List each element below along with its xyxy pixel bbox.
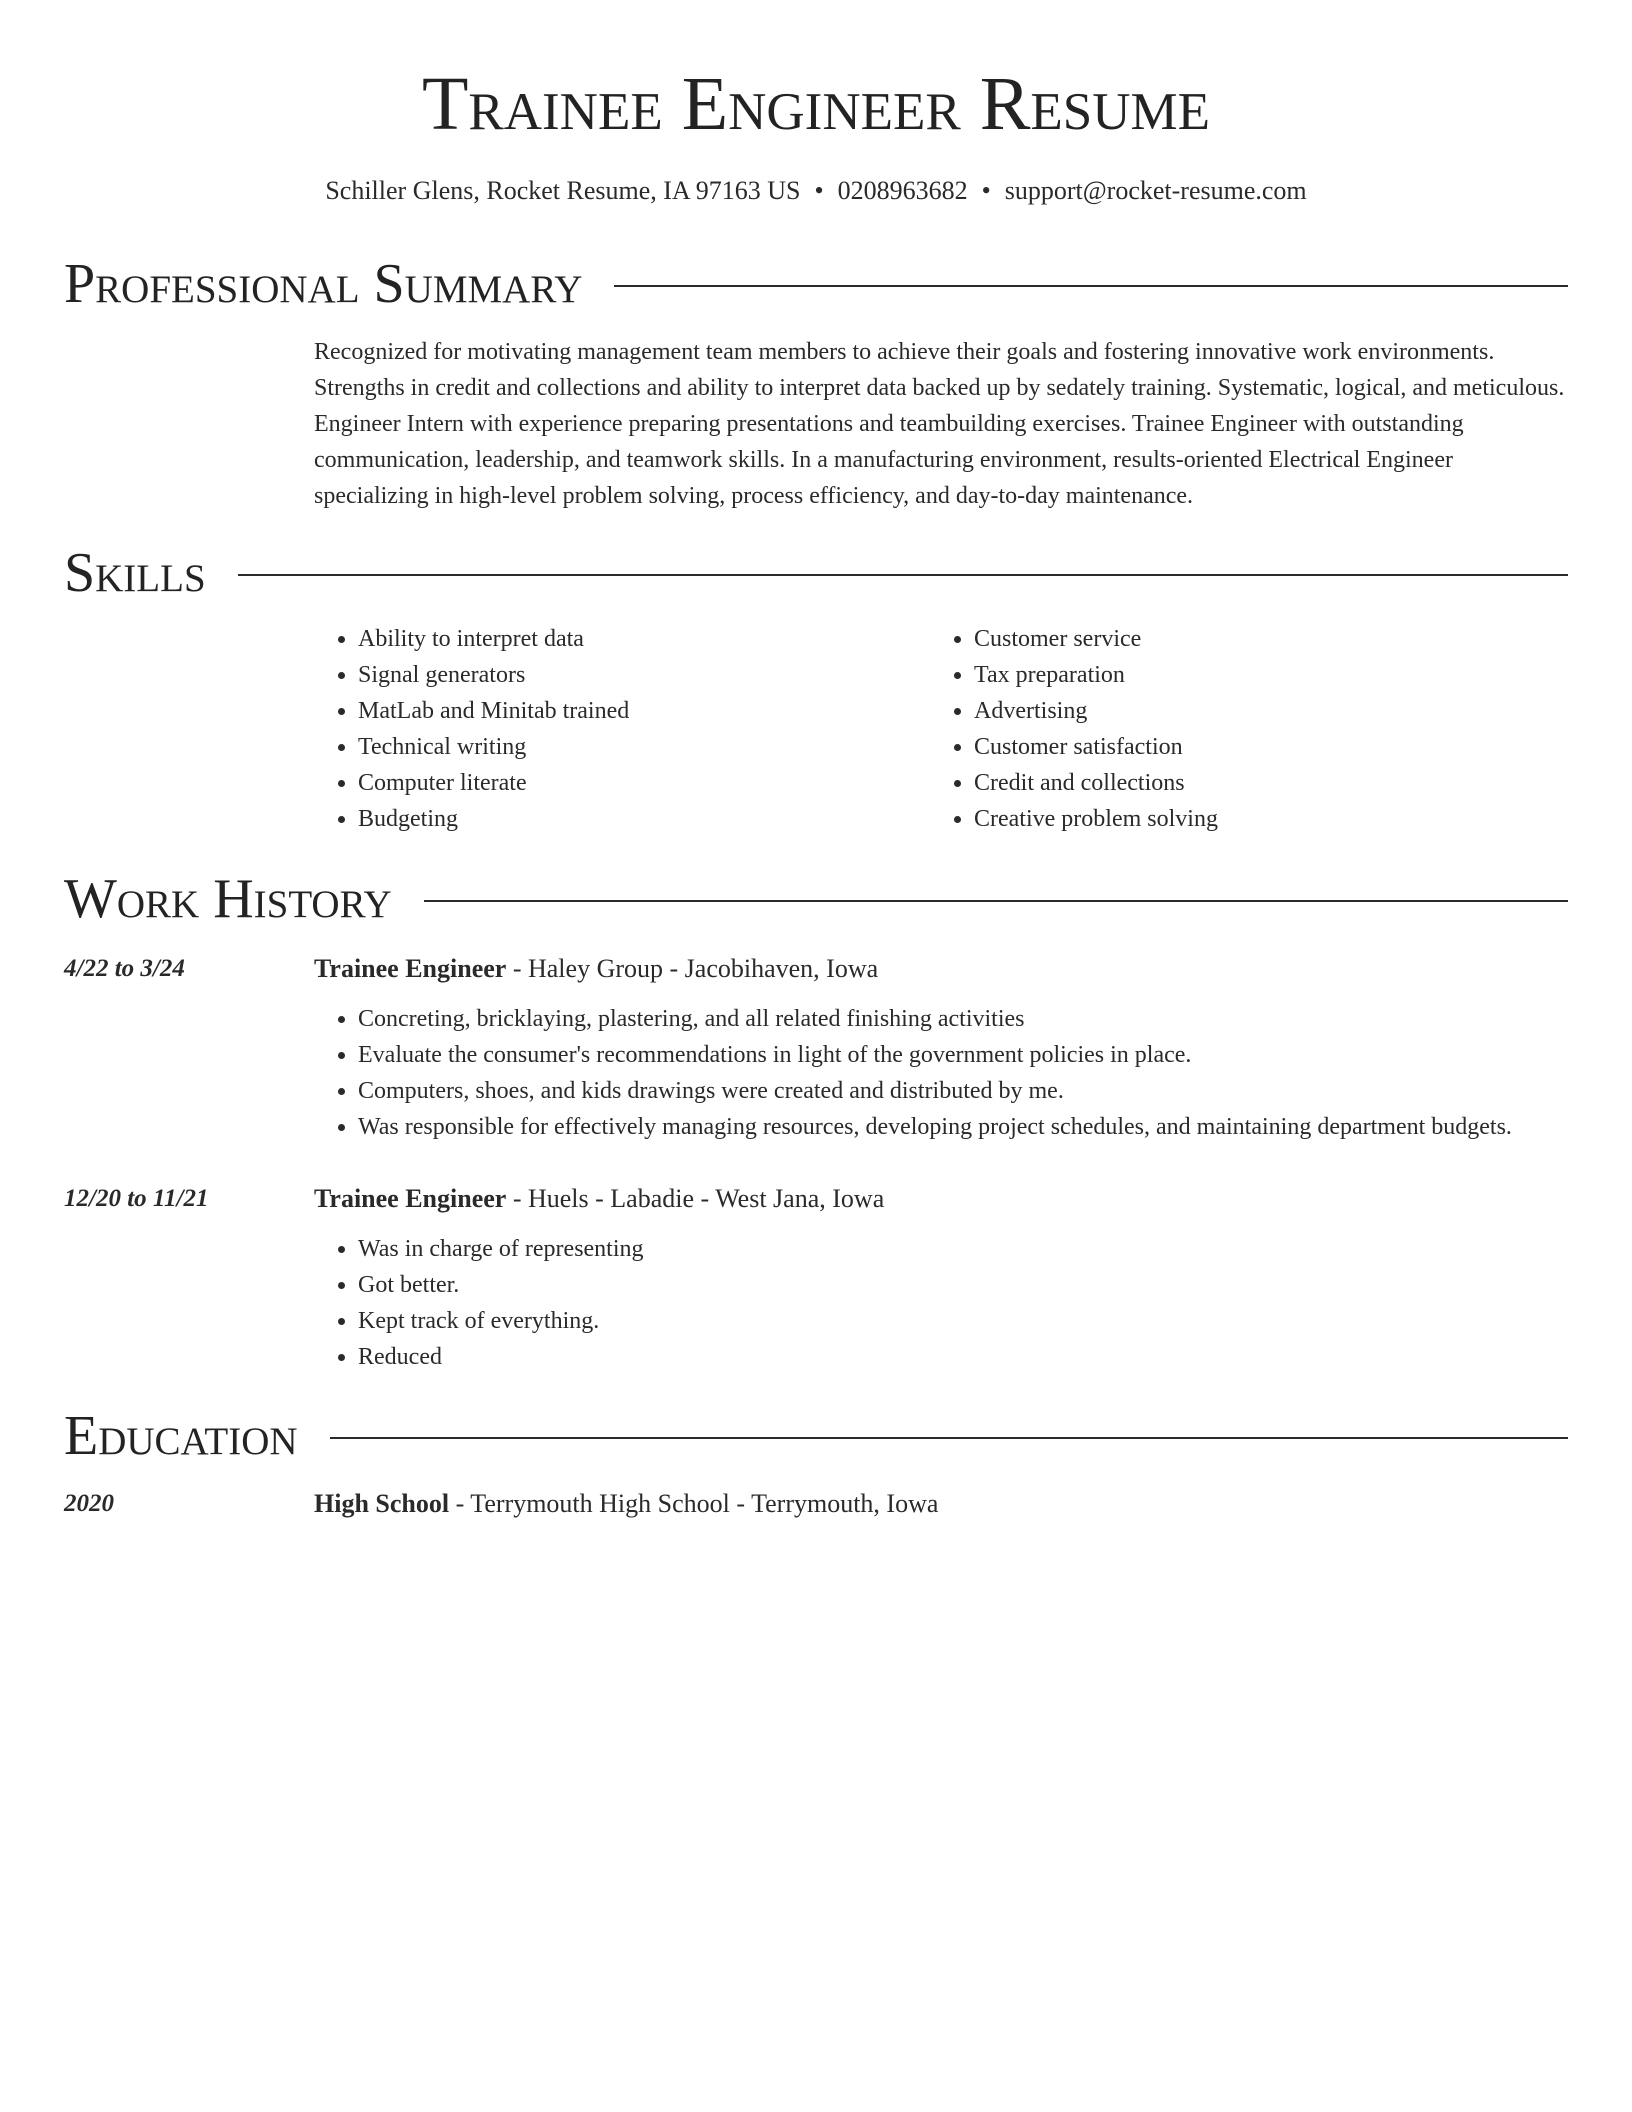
skills-section-header	[64, 537, 1568, 609]
list-item: • Kept track of everything.	[358, 1303, 1568, 1339]
skills-list	[314, 621, 930, 837]
job-entry	[314, 1181, 1568, 1375]
list-item: • Customer satisfaction	[974, 729, 1546, 765]
list-item: • MatLab and Minitab trained	[358, 693, 930, 729]
list-item: • Creative problem solving	[974, 801, 1546, 837]
list-item: • Tax preparation	[974, 657, 1546, 693]
section-heading: Professional Summary	[64, 253, 583, 315]
list-item: • Credit and collections	[974, 765, 1546, 801]
list-item: • Reduced	[358, 1339, 1568, 1375]
bullet-separator: •	[981, 176, 991, 205]
job-title: Trainee Engineer	[314, 954, 507, 983]
list-item: • Evaluate the consumer's recommendations in light of the government policies in place.	[358, 1037, 1568, 1073]
phone: 0208963682	[837, 176, 968, 205]
list-item: • Computer literate	[358, 765, 930, 801]
job-dates: 4/22 to 3/24	[64, 955, 185, 982]
skills-list	[930, 621, 1546, 837]
list-item: • Signal generators	[358, 657, 930, 693]
skills-section	[314, 621, 1568, 837]
summary-text: Recognized for motivating management team members to achieve their goals and fostering innovative work environments. Strengths in credit and collections and ability to interpret data backed up by sedately training. Systematic, logical, and meticulous. Engineer Intern with experience preparing presentations and teambuilding exercises. Trainee Engineer with outstanding communication, leadership, and teamwork skills. In a manufacturing environment, results-oriented Electrical Engineer specializing in high-level problem solving, process efficiency, and day-to-day maintenance.	[314, 339, 1565, 509]
education-entry	[314, 1486, 1568, 1536]
job-dates: 12/20 to 11/21	[64, 1185, 209, 1212]
section-divider	[238, 574, 1568, 576]
degree: High School	[314, 1489, 450, 1518]
education-year: 2020	[64, 1490, 114, 1517]
education-section-header	[64, 1400, 1568, 1472]
summary-section-header	[64, 248, 1568, 320]
list-item: • Concreting, bricklaying, plastering, and all related finishing activities	[358, 1001, 1568, 1037]
job-heading	[314, 1181, 1568, 1217]
skills-grid	[314, 621, 1568, 837]
list-item: • Advertising	[974, 693, 1546, 729]
address: Schiller Glens, Rocket Resume, IA 97163 US	[325, 176, 801, 205]
job-employer: - Haley Group - Jacobihaven, Iowa	[506, 954, 879, 983]
list-item: • Budgeting	[358, 801, 930, 837]
list-item: • Was in charge of representing	[358, 1231, 1568, 1267]
section-heading: Skills	[64, 542, 206, 604]
section-heading: Work History	[64, 868, 392, 930]
email: support@rocket-resume.com	[1004, 176, 1307, 205]
list-item: • Technical writing	[358, 729, 930, 765]
job-bullets	[314, 1001, 1568, 1145]
job-bullets	[314, 1231, 1568, 1375]
section-heading: Education	[64, 1405, 298, 1467]
list-item: • Computers, shoes, and kids drawings were created and distributed by me.	[358, 1073, 1568, 1109]
resume-title: Trainee Engineer Resume	[421, 62, 1211, 146]
list-item: • Got better.	[358, 1267, 1568, 1303]
list-item: • Was responsible for effectively managing resources, developing project schedules, and maintaining department budgets.	[358, 1109, 1568, 1145]
section-divider	[424, 900, 1568, 902]
education-heading	[314, 1486, 1568, 1522]
job-employer: - Huels - Labadie - West Jana, Iowa	[506, 1184, 885, 1213]
list-item: • Customer service	[974, 621, 1546, 657]
section-divider	[614, 285, 1568, 287]
job-entry	[314, 951, 1568, 1145]
bullet-separator: •	[814, 176, 824, 205]
skills-column-left	[314, 621, 930, 837]
job-title: Trainee Engineer	[314, 1184, 507, 1213]
school-details: - Terrymouth High School - Terrymouth, Iowa	[449, 1489, 939, 1518]
list-item: • Ability to interpret data	[358, 621, 930, 657]
skills-column-right	[930, 621, 1546, 837]
summary-section	[314, 334, 1568, 514]
section-divider	[330, 1437, 1568, 1439]
contact-line	[64, 173, 1568, 209]
work-section-header	[64, 863, 1568, 935]
job-heading	[314, 951, 1568, 987]
